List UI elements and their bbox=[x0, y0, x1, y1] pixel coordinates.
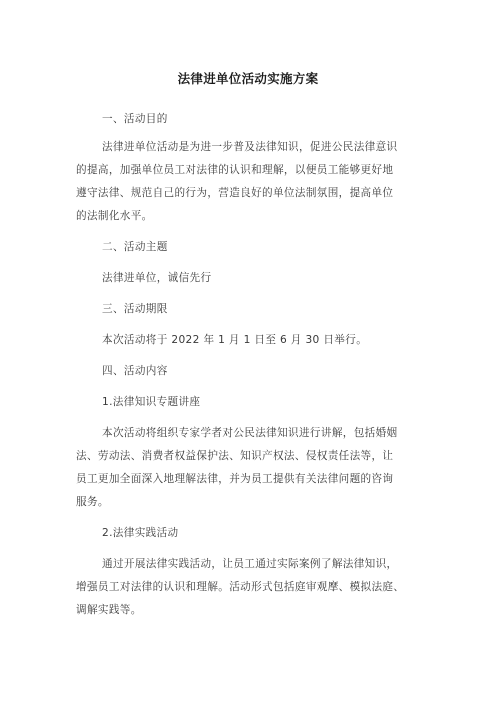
paragraph-line: 本次活动将组织专家学者对公民法律知识进行讲解，包括婚姻 bbox=[102, 427, 398, 439]
paragraph-line: 的提高，加强单位员工对法律的认识和理解，以便员工能够更好地 bbox=[76, 164, 394, 176]
item-heading-practice: 2.法律实践活动 bbox=[102, 527, 179, 539]
section-heading-purpose: 一、活动目的 bbox=[102, 113, 168, 125]
section-heading-theme: 二、活动主题 bbox=[102, 241, 168, 253]
section-heading-content: 四、活动内容 bbox=[102, 365, 168, 377]
paragraph-line: 增强员工对法律的认识和理解。活动形式包括庭审观摩、模拟法庭、 bbox=[76, 581, 405, 593]
item-heading-lecture: 1.法律知识专题讲座 bbox=[102, 396, 201, 408]
paragraph-line: 法律进单位活动是为进一步普及法律知识，促进公民法律意识 bbox=[102, 141, 398, 153]
period-text: 本次活动将于 2022 年 1 月 1 日至 6 月 30 日举行。 bbox=[102, 334, 368, 346]
paragraph-line: 调解实践等。 bbox=[76, 604, 142, 616]
paragraph-line: 法、劳动法、消费者权益保护法、知识产权法、侵权责任法等，让 bbox=[76, 450, 394, 462]
paragraph-line: 服务。 bbox=[76, 496, 109, 508]
paragraph-line: 通过开展法律实践活动，让员工通过实际案例了解法律知识， bbox=[102, 558, 398, 570]
section-heading-period: 三、活动期限 bbox=[102, 303, 168, 315]
theme-text: 法律进单位，诚信先行 bbox=[102, 272, 212, 284]
paragraph-line: 的法制化水平。 bbox=[76, 210, 153, 222]
paragraph-line: 遵守法律、规范自己的行为，营造良好的单位法制氛围，提高单位 bbox=[76, 187, 394, 199]
document-title: 法律进单位活动实施方案 bbox=[177, 71, 319, 86]
paragraph-line: 员工更加全面深入地理解法律，并为员工提供有关法律问题的咨询 bbox=[76, 473, 394, 485]
